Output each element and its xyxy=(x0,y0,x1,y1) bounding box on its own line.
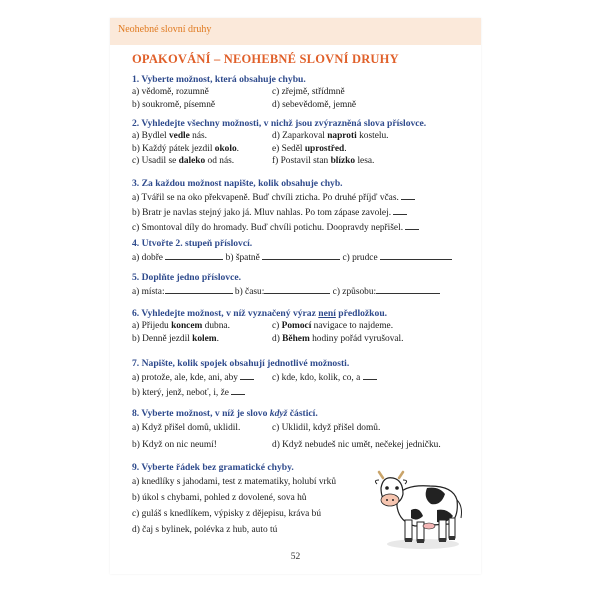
question-6 xyxy=(132,308,472,345)
cow-illustration xyxy=(375,466,465,551)
option-c: c) Usadil se daleko od nás. xyxy=(132,156,235,166)
option-a: a) Bydlel vedle nás. xyxy=(132,131,208,141)
question-3 xyxy=(132,178,472,235)
option-e: e) Seděl uprostřed. xyxy=(272,143,347,154)
question-heading: 4. Utvořte 2. stupeň příslovcí. xyxy=(132,238,253,249)
running-header: Neohebné slovní druhy xyxy=(118,24,212,35)
question-heading: 5. Doplňte jedno příslovce. xyxy=(132,272,241,283)
option-a: a) Tvářil se na oko překvapeně. Buď chvíli zticha. Po druhé příjď včas. xyxy=(132,190,472,205)
answer-blank[interactable] xyxy=(165,250,223,260)
option-a: a) Když přišel domů, uklidil. xyxy=(132,423,241,433)
option-b: b) Každý pátek jezdil okolo. xyxy=(132,143,240,154)
option-b: b) úkol s chybami, pohled z dovolené, sova hů xyxy=(132,493,307,503)
question-8 xyxy=(132,408,472,451)
option-a: a) knedlíky s jahodami, test z matematiky, holubí vrků xyxy=(132,477,337,487)
question-4 xyxy=(132,238,472,265)
option-d: d) Během hodiny pořád vyrušoval. xyxy=(272,333,404,344)
question-2 xyxy=(132,118,472,168)
question-5 xyxy=(132,272,472,299)
option-d: d) Když nebudeš nic umět, nečekej jedničku. xyxy=(272,439,441,450)
option-c: c) způsobu: xyxy=(332,287,377,297)
question-1 xyxy=(132,74,472,111)
answer-blank[interactable] xyxy=(264,284,330,294)
option-c: c) zřejmě, střídmně xyxy=(272,87,345,97)
question-heading: 6. Vyhledejte možnost, v níž vyznačený výraz není předložkou. xyxy=(132,308,388,319)
option-b: b) času: xyxy=(234,287,265,297)
question-heading: 9. Vyberte řádek bez gramatické chyby. xyxy=(132,462,294,473)
option-c: c) kde, kdo, kolik, co, a xyxy=(272,370,377,385)
answer-blank[interactable] xyxy=(165,284,233,294)
option-d: d) Zaparkoval naproti kostelu. xyxy=(272,131,389,141)
option-b: b) Když on nic neumí! xyxy=(132,439,217,450)
answer-blank[interactable] xyxy=(376,284,440,294)
page-number: 52 xyxy=(290,552,301,562)
option-c: c) guláš s knedlíkem, výpisky z dějepisu, kráva bú xyxy=(132,509,322,519)
question-7 xyxy=(132,358,472,399)
option-a: a) dobře xyxy=(132,253,163,263)
question-heading: 3. Za každou možnost napište, kolik obsahuje chyb. xyxy=(132,178,343,189)
header-band xyxy=(110,18,481,45)
option-a: a) místa: xyxy=(132,287,165,297)
option-b: b) který, jenž, neboť, i, že xyxy=(132,385,272,400)
option-c: c) Pomocí navigace to najdeme. xyxy=(272,321,394,331)
option-b: b) Bratr je navlas stejný jako já. Mluv nahlas. Po tom zápase zavolej. xyxy=(132,205,472,220)
worksheet-page xyxy=(110,18,481,574)
question-heading: 7. Napište, kolik spojek obsahují jednotlivé možnosti. xyxy=(132,358,350,369)
option-d: d) čaj s bylinek, polévka z hub, auto tú xyxy=(132,525,278,535)
question-heading: 8. Vyberte možnost, v níž je slovo když částicí. xyxy=(132,408,318,419)
option-c: c) Smontoval díly do hromady. Buď chvíli potichu. Doopravdy nepřišel. xyxy=(132,220,472,235)
question-heading: 2. Vyhledejte všechny možnosti, v nichž jsou zvýrazněná slova příslovce. xyxy=(132,118,427,129)
option-f: f) Postavil stan blízko lesa. xyxy=(272,156,375,166)
answer-blank[interactable] xyxy=(262,250,340,260)
option-b: b) Denně jezdil kolem. xyxy=(132,333,219,344)
option-a: a) protože, ale, kde, ani, aby xyxy=(132,370,272,385)
question-heading: 1. Vyberte možnost, která obsahuje chybu. xyxy=(132,74,306,85)
option-c: c) Uklidil, když přišel domů. xyxy=(272,423,381,433)
option-a: a) Přijedu koncem dubna. xyxy=(132,321,230,331)
answer-blank[interactable] xyxy=(380,250,452,260)
option-c: c) prudce xyxy=(342,253,378,263)
option-a: a) vědomě, rozumně xyxy=(132,87,209,97)
option-d: d) sebevědomě, jemně xyxy=(272,99,357,110)
page-title: OPAKOVÁNÍ – NEOHEBNÉ SLOVNÍ DRUHY xyxy=(132,52,399,66)
option-b: b) soukromě, písemně xyxy=(132,99,216,110)
option-b: b) špatně xyxy=(225,253,260,263)
